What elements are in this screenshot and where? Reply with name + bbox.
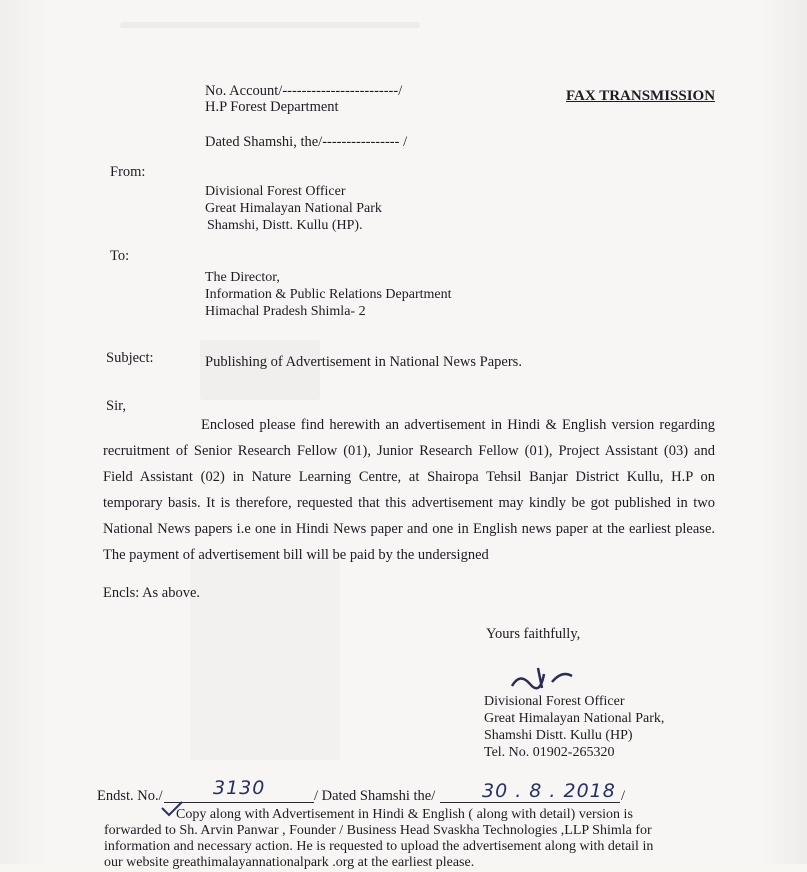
endst-label: Endst. No./	[97, 788, 163, 804]
to-line-1: The Director,	[205, 270, 280, 285]
closing: Yours faithfully,	[486, 626, 581, 642]
account-number-line: No. Account/------------------------/	[205, 83, 403, 99]
to-line-3: Himachal Pradesh Shimla- 2	[205, 304, 366, 319]
body-text: Enclosed please find herewith an advertisement in Hindi & English version regarding recruitment of Senior Research Fellow (01), Junior Research Fellow (01), Project Assistant (03) and Field Assistant (02) in Nature Learning Centre, at Shairopa Tehsil Banjar District Kullu, H.P on temporary basis. It is therefore, requested that this advertisement may kindly be got published in two National News papers i.e one in Hindi News paper and one in English news paper at the earliest please. The payment of advertisement bill will be paid by the undersigned	[103, 417, 715, 563]
enclosure-line: Encls: As above.	[103, 585, 201, 601]
signatory-line-2: Great Himalayan National Park,	[484, 711, 665, 726]
body-paragraph	[103, 412, 715, 568]
signatory-line-3: Shamshi Distt. Kullu (HP)	[484, 728, 633, 743]
endorsement-date: 30 . 8 . 2018	[482, 780, 616, 802]
to-line-2: Information & Public Relations Department	[205, 287, 452, 302]
endst-number-rule	[164, 802, 314, 803]
scan-artifact	[120, 22, 420, 28]
subject-text: Publishing of Advertisement in National News Papers.	[205, 354, 522, 370]
signatory-line-1: Divisional Forest Officer	[484, 694, 625, 709]
copy-line-3: information and necessary action. He is requested to upload the advertisement along with detail in	[104, 839, 654, 854]
from-line-3: Shamshi, Distt. Kullu (HP).	[207, 218, 363, 233]
date-end-slash: /	[621, 788, 626, 804]
from-label: From:	[110, 164, 146, 180]
dated-shamshi-label: / Dated Shamshi the/	[314, 788, 436, 804]
department-line: H.P Forest Department	[205, 99, 339, 115]
to-label: To:	[110, 248, 130, 264]
scan-artifact	[190, 560, 340, 760]
copy-line-2: forwarded to Sh. Arvin Panwar , Founder / Business Head Svaskha Technologies ,LLP Shimla for	[104, 823, 652, 838]
fax-transmission-title: FAX TRANSMISSION	[566, 88, 716, 104]
check-mark-icon	[160, 800, 184, 818]
endst-number: 3130	[213, 777, 266, 799]
copy-line-4: our website greathimalayannationalpark .org at the earliest please.	[104, 855, 475, 870]
dated-line: Dated Shamshi, the/---------------- /	[205, 134, 408, 150]
salutation: Sir,	[106, 398, 126, 414]
from-line-2: Great Himalayan National Park	[205, 201, 382, 216]
from-line-1: Divisional Forest Officer	[205, 184, 346, 199]
signatory-line-4: Tel. No. 01902-265320	[484, 745, 615, 760]
subject-label: Subject:	[106, 350, 154, 366]
date-rule	[440, 802, 620, 803]
signature-icon	[508, 664, 578, 694]
copy-line-1: Copy along with Advertisement in Hindi & English ( along with detail) version is	[176, 807, 633, 822]
